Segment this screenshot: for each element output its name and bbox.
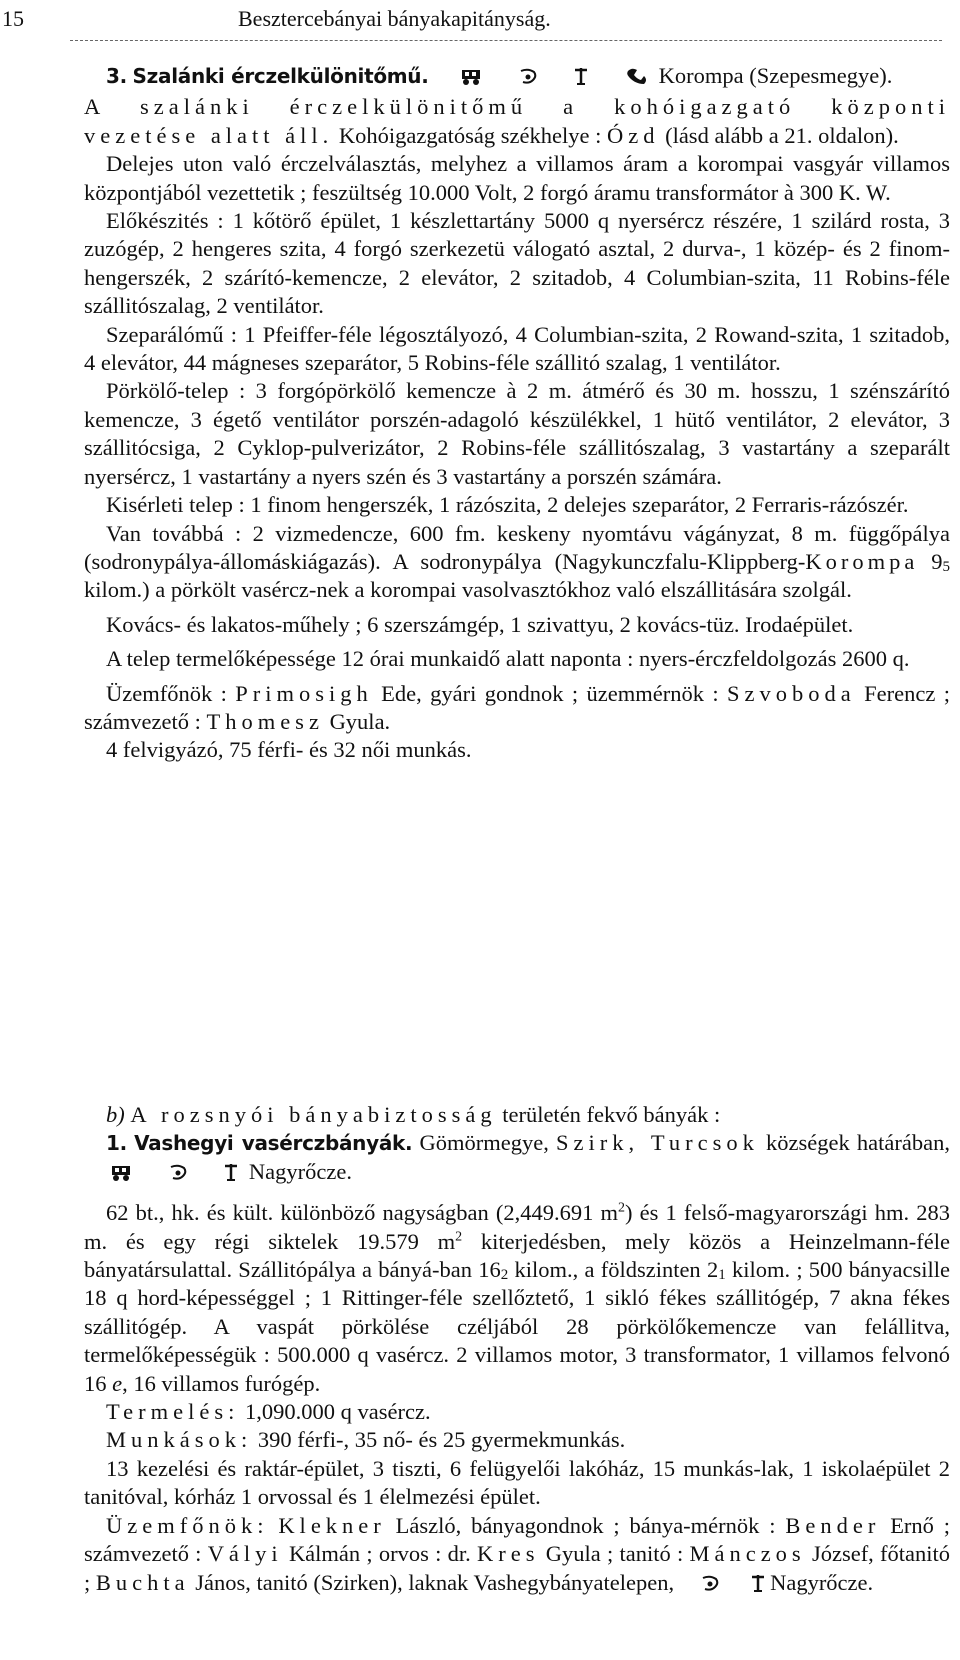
paragraph-roasting: Pörkölő-telep : 3 forgópörkölő kemencze à 2 m. átmérő és 30 m. hosszu, 1 szénszárító kemencze, 3 égető ventilátor porszén-adagoló készülékkel, 1 hütő ventilátor, 2 elevátor, 3 szállitócsiga, 2 Cyklop-pulverizátor, 2 Robins-féle szállitószalag, 3 vastartány a szeparált nyersércz, 1 vastartány a nyers szén és 3 vastartány a porszén számára. <box>84 378 950 489</box>
telegraph-icon <box>201 1161 239 1189</box>
rail-station-icon <box>438 65 482 93</box>
district-heading: b) A rozsnyói bányabiztosság területén fekvő bányák : <box>106 1102 721 1127</box>
section-szalank <box>84 62 950 765</box>
paragraph-staff: Üzemfőnök : Primosigh Ede, gyári gondnok ; üzemmérnök : Szvoboda Ferencz ; számvezető : Thomesz Gyula. <box>84 680 951 734</box>
entry-heading-vashegy: 1. Vashegyi vasérczbányák. Gömörmegye, Szirk, Turcsok községek határában, Nagyrőcze. <box>84 1129 950 1189</box>
paragraph-buildings: 13 kezelési és raktár-épület, 3 tiszti, 6 felügyelői lakóház, 15 munkás-lak, 1 iskolaépület 2 tanitóval, kórház 1 orvossal és 1 élelmezési épület. <box>84 1455 950 1510</box>
paragraph-experimental: Kisérleti telep : 1 finom hengerszék, 1 rázószita, 2 delejes szeparátor, 2 Ferraris-rázószér. <box>106 492 909 518</box>
paragraph-capacity: A telep termelőképessége 12 órai munkaidő alatt naponta : nyers-érczfeldolgozás 2600 q. <box>106 646 910 672</box>
paragraph-further: Van továbbá : 2 vizmedencze, 600 fm. keskeny nyomtávu vágányzat, 8 m. függőpálya (sodronypálya-állomáskiágazás). A sodronypálya (Nagykunczfalu-Klippberg-Korompa $9^5$ kilom.) a pörkölt vasércz-nek a korompai vasolvasztókhoz való elszállitására szolgál. <box>84 520 951 603</box>
entry-location: Korompa (Szepesmegye). <box>658 63 893 88</box>
section-rozsnyo <box>84 1101 950 1600</box>
post-office-icon <box>146 1161 188 1189</box>
telegraph-icon <box>551 65 589 93</box>
paragraph-claims: 62 bt., hk. és kült. különböző nagyságban (2,449.691 $m^2$) és 1 felső-magyarországi hm. 283 m. és egy régi siktelek 19.579 $m^2$ kiterjedésben, mely közös a Heinzelmann-féle bányatársulattal. Szállitópálya a bányá-ban $16^2$ kilom., a földszinten $2^1$ kilom. ; 500 bányacsille 18 q hord-képességgel ; 1 Rittinger-féle szellőztető, 1 sikló fékes szállitógép, 7 akna fékes szállitógép. A vaspát pörkölése czéljából 28 pörkölőkemencze van felállitva, termelőképességük : 500.000 q vasércz. 2 villamos motor, 3 transformator, 1 villamos felvonó 16 e, 16 villamos furógép. <box>84 1200 951 1396</box>
paragraph-separator: Szeparálómű : 1 Pfeiffer-féle légosztályozó, 4 Columbian-szita, 2 Rowand-szita, 1 szitadob, 4 elevátor, 44 mágneses szeparátor, 5 Robins-féle szállitó szalag, 1 ventilátor. <box>84 321 950 376</box>
paragraph-staff-vashegy: Üzemfőnök: Klekner László, bányagondnok ; bánya-mérnök : Bender Ernő ; számvezető : Vályi Kálmán ; orvos : dr. Kres Gyula ; tanitó : Mánczos József, főtanitó ; Buchta János, tanitó (Szirken), laknak Vashegybányatelepen, Nagyrőcze. <box>84 1512 950 1600</box>
paragraph-management: A szalánki érczelkülönitőmű a kohóigazgató központi vezetése alatt áll. Kohóigazgatóság székhelye : Ózd (lásd alább a 21. oldalon). <box>84 94 950 148</box>
post-office-icon <box>496 65 538 93</box>
page-number: 15 <box>2 6 24 31</box>
rail-station-icon <box>88 1161 132 1189</box>
paragraph-production: Termelés: 1,090.000 q vasércz. <box>106 1399 431 1425</box>
paragraph-workshop: Kovács- és lakatos-műhely ; 6 szerszámgép, 1 szivattyu, 2 kovács-tüz. Irodaépület. <box>106 611 854 637</box>
paragraph-preparation: Előkészités : 1 kőtörő épület, 1 készlettartány 5000 q nyersércz részére, 1 szilárd rosta, 3 zuzógép, 2 hengeres szita, 4 forgó szerkezetü válogató asztal, 2 durva-, 1 közép- és 2 finom-hengerszék, 2 szárító-kemencze, 2 elevátor, 2 szitadob, 4 Columbian-szita, 11 Robins-féle szállitószalag, 2 ventilátor. <box>84 208 950 319</box>
entry-number: 3. <box>106 64 127 88</box>
running-head: Besztercebányai bányakapitányság. <box>238 6 551 31</box>
page-header <box>0 0 960 40</box>
header-rule <box>70 40 942 41</box>
telegraph-icon <box>728 1572 766 1600</box>
entry-name-vashegy: Vashegyi vasérczbányák. <box>134 1131 413 1156</box>
entry-name: Szalánki érczelkülönitőmű. <box>132 64 429 88</box>
paragraph-workers: 4 felvigyázó, 75 férfi- és 32 női munkás. <box>106 737 472 763</box>
entry-heading <box>84 62 950 93</box>
paragraph-magnetic: Delejes uton való érczelválasztás, melyhez a villamos áram a korompai vasgyár villamos központjából vezettetik ; feszültség 10.000 Volt, 2 forgó áramu transformátor à 300 K. W. <box>84 151 950 205</box>
post-office-icon <box>678 1572 720 1600</box>
telephone-icon <box>603 65 649 93</box>
paragraph-workers-vashegy: Munkások: 390 férfi-, 35 nő- és 25 gyermekmunkás. <box>106 1427 626 1453</box>
